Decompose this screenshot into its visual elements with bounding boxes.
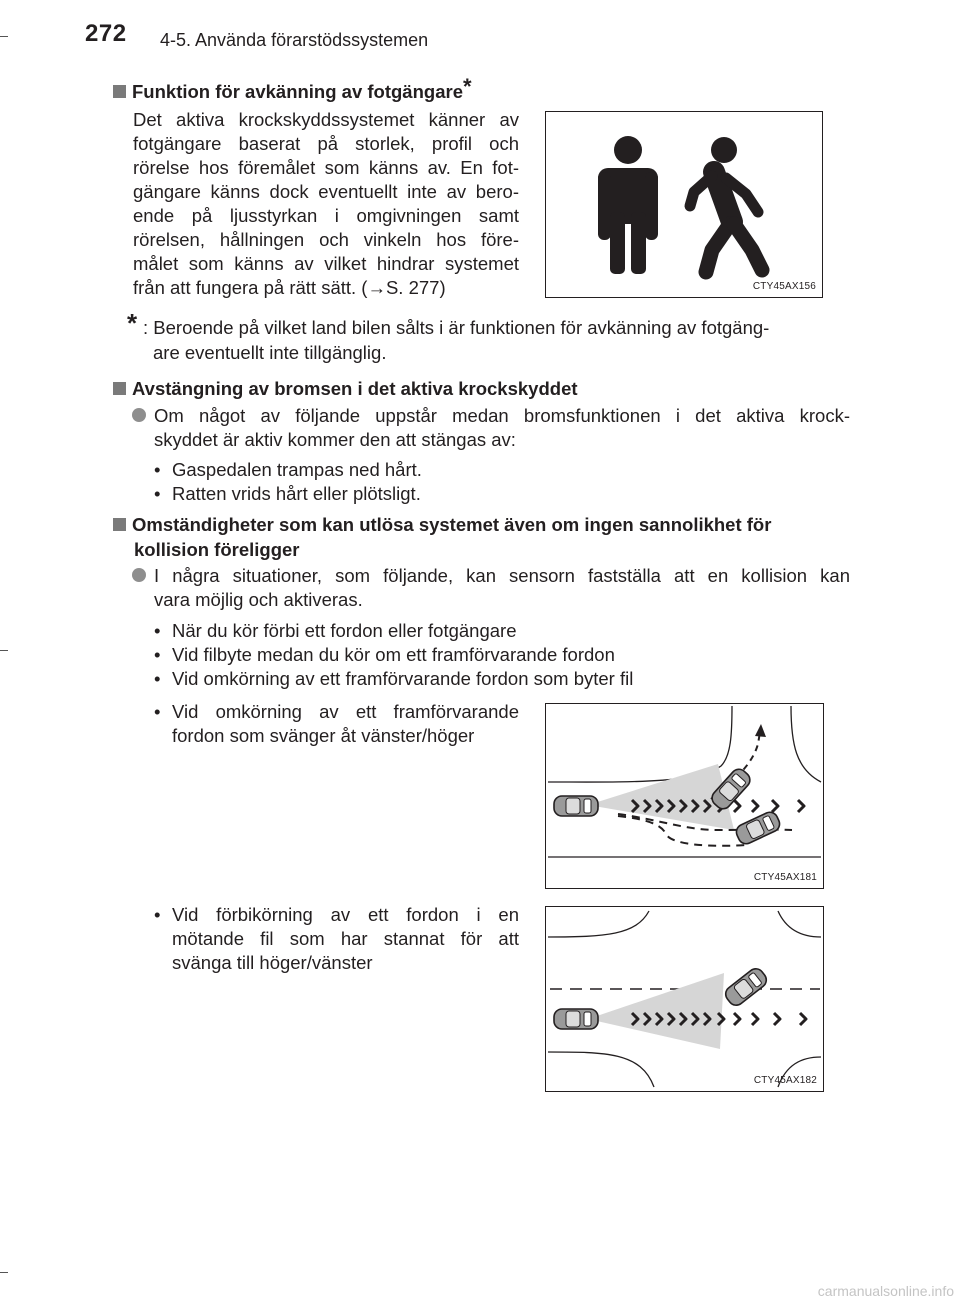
watermark: carmanualsonline.info	[817, 1283, 954, 1299]
list-item: • Vid filbyte medan du kör om ett framförvarande fordon	[154, 644, 615, 665]
list-item: • Vid omkörning av ett framförvarande fordon som svänger åt vänster/höger	[154, 701, 519, 746]
pedestrian-figure	[545, 111, 823, 298]
brake-off-item: Om något av följande uppstår medan bromsfunktionen i det aktiva krock- skyddet är aktiv kommer den att stängas av:	[134, 404, 850, 452]
list-item: • Gaspedalen trampas ned hårt.	[154, 459, 422, 480]
footnote-asterisk: *	[127, 308, 138, 338]
section-title: 4-5. Använda förarstödssystemen	[160, 30, 429, 50]
circle-bullet-icon	[132, 408, 146, 422]
figure-code: CTY45AX181	[753, 872, 817, 883]
list-item: • Vid förbikörning av ett fordon i en mötande fil som har stannat för att svänga till höger/vänster	[154, 904, 519, 973]
asterisk: *	[462, 74, 472, 99]
standing-person-icon	[598, 136, 658, 274]
list-item: • Ratten vrids hårt eller plötsligt.	[154, 483, 421, 504]
brake-off-bullets	[154, 458, 422, 506]
circumstances-heading: Omständigheter som kan utlösa systemet även om ingen sannolikhet för kollision föreligger	[113, 512, 851, 562]
figure-code: CTY45AX156	[752, 281, 816, 292]
square-bullet-icon	[113, 382, 126, 395]
square-bullet-icon	[113, 85, 126, 98]
oncoming-vehicle-figure	[545, 906, 824, 1092]
walking-person-icon	[690, 137, 762, 272]
list-item: • När du kör förbi ett fordon eller fotgängare	[154, 620, 517, 641]
pedestrian-heading: Funktion för avkänning av fotgängare*	[113, 74, 472, 104]
page-number: 272	[85, 20, 127, 47]
figure-code: CTY45AX182	[753, 1075, 817, 1086]
circumstances-item: I några situationer, som följande, kan sensorn fastställa att en kollision kan vara möjlig och aktiveras.	[134, 564, 850, 612]
pedestrian-illustration	[546, 112, 822, 297]
list-item: • Vid omkörning av ett framförvarande fordon som byter fil	[154, 668, 634, 689]
footnote-line: : Beroende på vilket land bilen sålts i är funktionen för avkänning av fotgäng-	[143, 317, 770, 338]
circle-bullet-icon	[132, 568, 146, 582]
footnote-line: are eventuellt inte tillgänglig.	[153, 342, 387, 363]
turning-vehicle-figure	[545, 703, 824, 889]
square-bullet-icon	[113, 518, 126, 531]
crop-mark	[0, 36, 8, 37]
crop-mark	[0, 650, 8, 651]
oncoming-vehicle-illustration	[546, 907, 823, 1091]
crop-mark	[0, 1272, 8, 1273]
pedestrian-body: Det aktiva krockskyddssystemet känner av fotgängare baserat på storlek, profil och rörelse hos föremålet som känns av. En fot- gängare känns dock eventuellt inte av bero- ende på ljusstyrkan i omgivningen samt rörelsen, hållningen och vinkeln hos före- målet som känns av vilket hindrar systemet från att fungera på rätt sätt. (→S. 277)	[133, 109, 519, 298]
circumstances-bullets	[154, 619, 633, 691]
turning-vehicle-illustration	[546, 704, 823, 888]
brake-off-heading: Avstängning av bromsen i det aktiva krockskyddet	[113, 376, 578, 401]
